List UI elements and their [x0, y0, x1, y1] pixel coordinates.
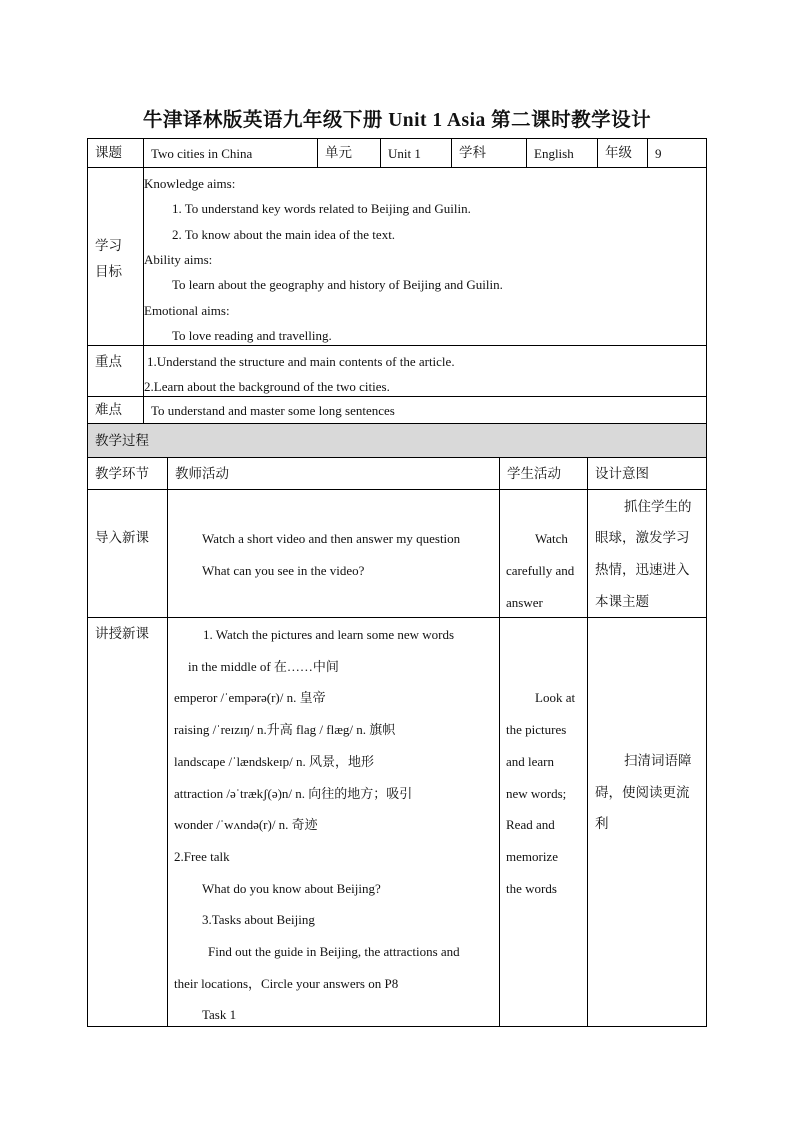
lesson-line: Task 1	[202, 1007, 237, 1022]
cell-grade-label: 年级	[597, 138, 648, 168]
cell-keypoints-content	[143, 345, 707, 397]
lesson-line: 2.Free talk	[174, 849, 230, 864]
lesson-line: in the middle of 在……中间	[188, 659, 339, 674]
cell-objectives-content	[143, 167, 707, 346]
col-header-stage: 教学环节	[87, 457, 168, 490]
cell-grade-value: 9	[647, 138, 707, 168]
cell-topic-label: 课题	[87, 138, 144, 168]
objective-line: To learn about the geography and history of Beijing and Guilin.	[172, 277, 503, 292]
cell-difficulties-label: 难点	[87, 396, 144, 424]
lesson-line: attraction /əˈtrækʃ(ə)n/ n. 向往的地方；吸引	[174, 786, 413, 801]
objective-line: Ability aims:	[144, 252, 213, 267]
lesson-line: their locations，Circle your answers on P8	[174, 976, 399, 991]
objective-line: Knowledge aims:	[144, 176, 236, 191]
lesson-line: raising /ˈreɪzɪŋ/ n.升高 flag / flæg/ n. 旗帜	[174, 722, 396, 737]
objective-line: Emotional aims:	[144, 303, 230, 318]
lesson-line: landscape /ˈlændskeɪp/ n. 风景，地形	[174, 754, 375, 769]
intro-teacher: Watch a short video and then answer my question What can you see in the video?	[167, 489, 500, 618]
keypoint-line: 1.Understand the structure and main contents of the article.	[147, 354, 455, 369]
page-title: 牛津译林版英语九年级下册 Unit 1 Asia 第二课时教学设计	[142, 110, 652, 131]
objective-line: 2. To know about the main idea of the text.	[172, 227, 396, 242]
cell-subject-label: 学科	[451, 138, 527, 168]
lesson-student: Look at the pictures and learn new words; Read and memorize the words	[499, 617, 588, 1027]
lesson-line: Find out the guide in Beijing, the attractions and	[208, 944, 460, 959]
intro-student: Watch carefully and answer	[499, 489, 588, 618]
process-header: 教学过程	[87, 423, 707, 458]
col-header-student: 学生活动	[499, 457, 588, 490]
lesson-stage: 讲授新课	[87, 617, 168, 1027]
lesson-line: 3.Tasks about Beijing	[202, 912, 315, 927]
lesson-teacher	[167, 617, 500, 1027]
objective-line: To love reading and travelling.	[172, 328, 332, 343]
lesson-line: wonder /ˈwʌndə(r)/ n. 奇迹	[174, 817, 318, 832]
intro-stage: 导入新课	[87, 489, 168, 618]
objective-line: 1. To understand key words related to Beijing and Guilin.	[172, 201, 471, 216]
col-header-design: 设计意图	[587, 457, 707, 490]
lesson-design: 扫清词语障 碍，使阅读更流 利	[587, 617, 707, 1027]
cell-keypoints-label: 重点	[87, 345, 144, 397]
lesson-line: emperor /ˈempərə(r)/ n. 皇帝	[174, 690, 326, 705]
cell-unit-label: 单元	[317, 138, 381, 168]
cell-subject-value: English	[526, 138, 598, 168]
intro-design: 抓住学生的 眼球，激发学习 热情，迅速进入 本课主题	[587, 489, 707, 618]
cell-difficulties-content: To understand and master some long sentences	[143, 396, 707, 424]
lesson-line: 1. Watch the pictures and learn some new words	[203, 627, 455, 642]
lesson-line: What do you know about Beijing?	[202, 881, 381, 896]
col-header-teacher: 教师活动	[167, 457, 500, 490]
cell-objectives-label: 学习 目标	[87, 167, 144, 346]
cell-topic-value: Two cities in China	[143, 138, 318, 168]
keypoint-line: 2.Learn about the background of the two cities.	[144, 379, 390, 394]
cell-unit-value: Unit 1	[380, 138, 452, 168]
